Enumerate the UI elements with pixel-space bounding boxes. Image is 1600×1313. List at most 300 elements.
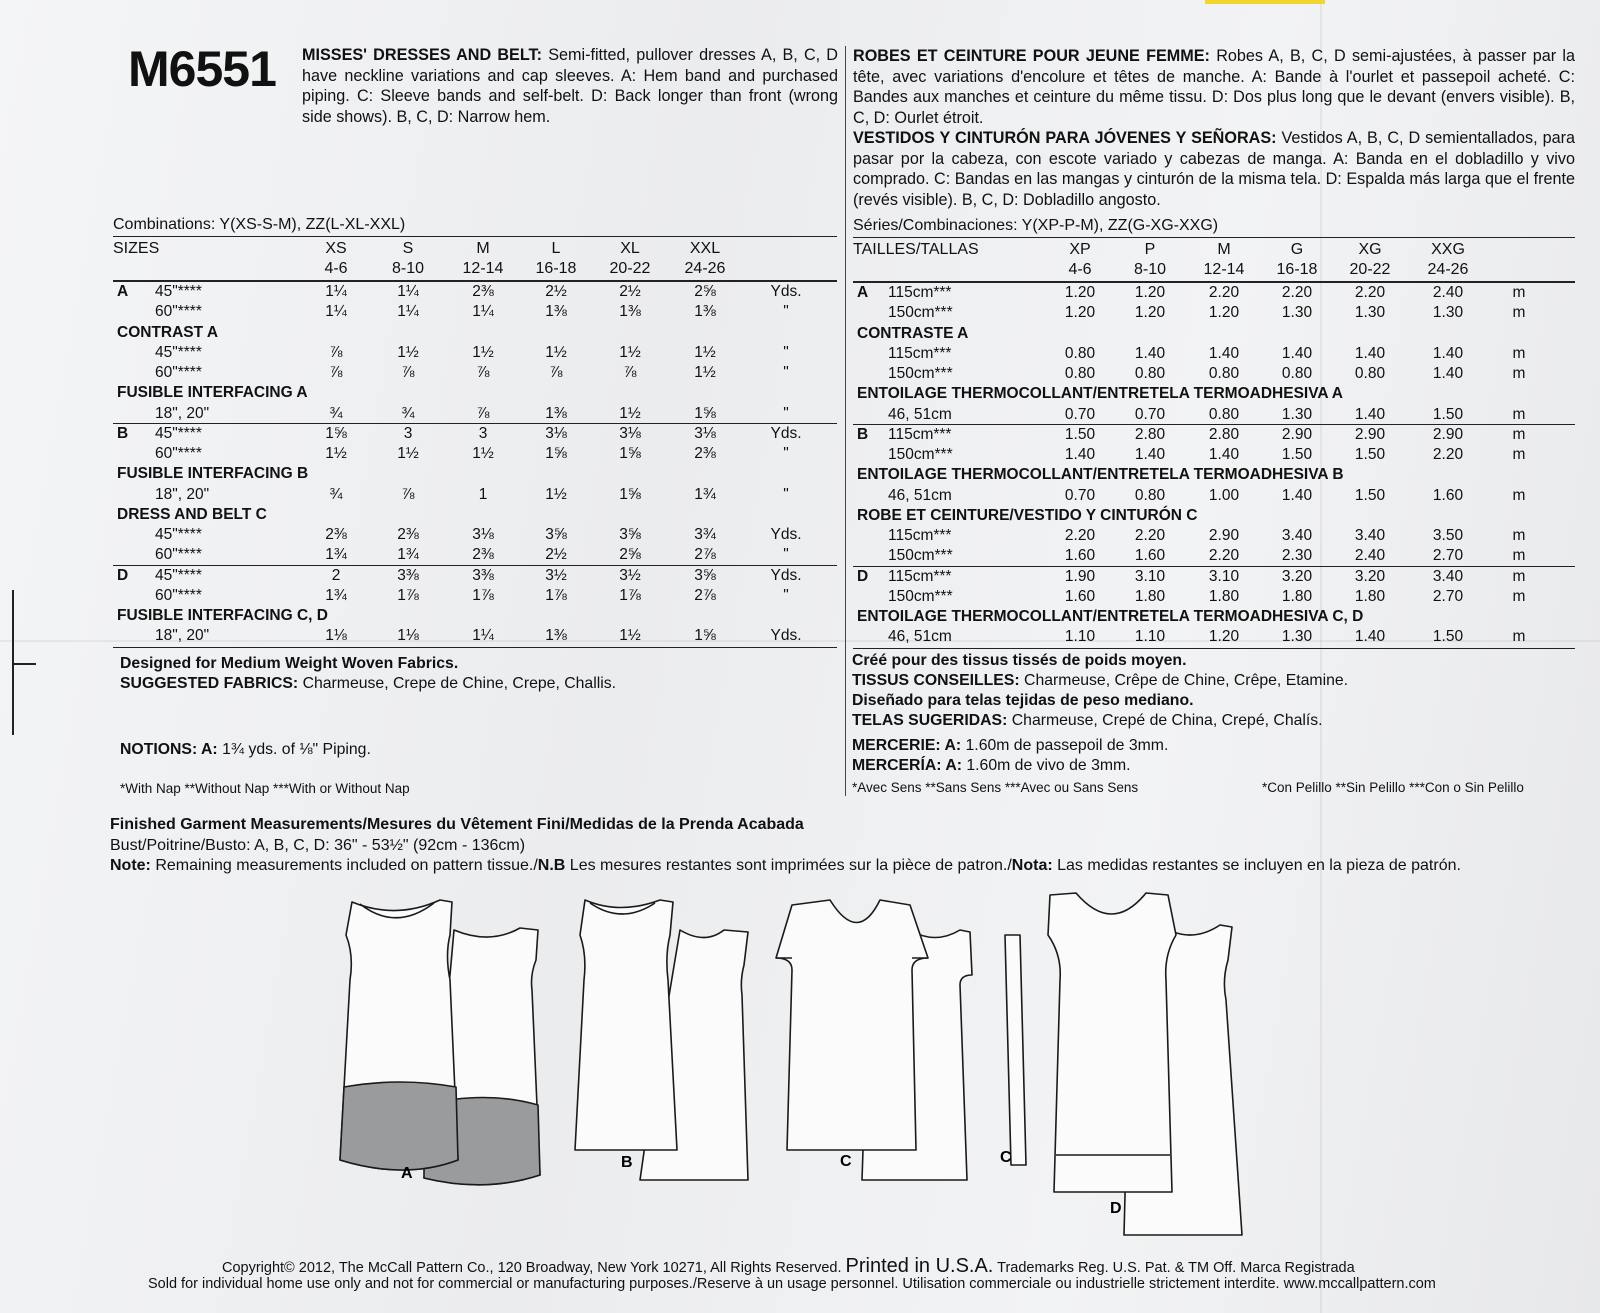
yardage-value: 1.30 [1281,304,1313,322]
yardage-value: 2⅜ [472,283,494,300]
yardage-value: 1.40 [1281,486,1313,504]
yardage-value: 2⅜ [472,546,494,564]
yardage-value: 2½ [545,546,567,564]
yardage-value: 3½ [619,566,641,584]
yardage-value: 1¼ [325,303,347,321]
view-a-front-drawing [340,900,458,1170]
yardage-value: 1.40 [1134,446,1166,463]
row-heading: CONTRAST A [117,323,219,341]
size-letter: M [1217,241,1231,258]
description-es-text: Vestidos A, B, C, D semientallados, para pasar por la cabeza, con escote variado y cabezas de manga. A: Banda en el dobladillo y vivo comprado. C: Bandas en las mangas y cinturón de la misma tela. D: Espalda más larga que el frente (revés visible). B, C, D: Dobladillo angosto. [853,129,1576,209]
copyright-text: Copyright© 2012, The McCall Pattern Co., 120 Broadway, New York 10271, All Rights Reserved. [222,1260,842,1276]
yardage-value: ⅞ [623,364,637,381]
fabric-width: 18", 20" [155,485,210,503]
yardage-value: 1.40 [1208,446,1240,463]
yardage-value: ⅞ [329,364,343,381]
fabric-width: 46, 51cm [888,486,952,504]
printed-text: Printed in U.S.A. [845,1255,994,1277]
fabric-width: 18", 20" [155,404,210,422]
view-letter: B [117,424,129,442]
size-number: 4-6 [1068,261,1092,278]
yardage-value: 1½ [545,343,567,361]
yardage-value: 1.40 [1354,405,1386,423]
notions-es: 1.60m de vivo de 3mm. [966,757,1131,774]
yardage-value: 1¼ [472,303,494,321]
yardage-value: 1⅞ [619,586,641,604]
yardage-value: 2.20 [1208,547,1240,565]
yardage-value: 1.80 [1208,587,1240,605]
unit-label: m [1512,486,1526,504]
row-heading: DRESS AND BELT C [117,505,267,523]
size-letter: L [551,240,561,257]
yardage-value: 2.20 [1432,446,1464,463]
yardage-value: 1.40 [1432,365,1464,382]
yardage-value: 3¾ [694,526,716,543]
yardage-value: ⅞ [329,343,343,361]
row-heading: FUSIBLE INTERFACING C, D [117,607,328,624]
unit-label: " [783,586,789,604]
yardage-value: 1¼ [397,303,419,321]
footer-copyright [222,1255,1355,1278]
size-number: 8-10 [391,260,425,277]
yardage-value: 2.20 [1354,284,1386,301]
unit-label: " [783,303,789,321]
fabric-width: 60"**** [155,546,202,564]
yardage-value: 1⅜ [619,303,641,321]
yardage-value: 3⅜ [397,566,419,584]
nota-text: Las medidas restantes se incluyen en la pieza de patrón. [1057,857,1461,874]
yardage-value: 0.80 [1064,365,1096,382]
yardage-value: 3⅝ [545,526,567,543]
fabric-width: 46, 51cm [888,405,952,423]
designed-text: Designed for Medium Weight Woven Fabrics. [120,655,459,672]
view-label-c-belt: C [1000,1149,1012,1166]
description-fr-text: Robes A, B, C, D semi-ajustées, à passer par la tête, avec variations d'encolure et têtes de manche. A: Bande à l'ourlet et passepoil acheté. C: Bandes aux manches et ceinture du même tissu. D: Dos plus long que le devant (envers visible). B, C, D: Ourlet étroit. [853,47,1575,127]
view-label-a: A [401,1165,413,1182]
yardage-value: 1.40 [1064,446,1096,463]
row-heading: FUSIBLE INTERFACING A [117,384,308,402]
description-en-text: Semi-fitted, pullover dresses A, B, C, D have neckline variations and cap sleeves. A: Hem band and purchased piping. C: Sleeve bands and self-belt. D: Back longer than front (wrong side shows). B, C, D: Narrow hem. [302,46,838,126]
row-heading: ROBE ET CEINTURE/VESTIDO Y CINTURÓN C [857,506,1198,524]
yardage-value: 1½ [325,445,347,462]
size-letter: M [476,240,490,257]
yardage-value: 1.50 [1432,405,1464,423]
size-letter: XP [1069,241,1091,258]
yardage-value: 1.30 [1281,628,1313,646]
yardage-value: ⅞ [476,404,490,422]
yardage-value: 1.40 [1208,344,1240,362]
unit-label: Yds. [770,526,802,543]
row-heading: ENTOILAGE THERMOCOLLANT/ENTRETELA TERMOADHESIVA B [857,466,1344,484]
yardage-value: 2 [331,566,341,584]
yardage-value: 1½ [619,627,641,645]
footer-sold: Sold for individual home use only and not for commercial or manufacturing purposes./Reserve à un usage personnel. Utilisation commerciale ou industrielle strictement interdite. www.mccallpattern.com [148,1276,1436,1292]
unit-label: m [1512,304,1526,322]
unit-label: Yds. [770,566,802,584]
notions-label: NOTIONS: A: [120,741,218,758]
yardage-value: 1⅝ [545,445,567,462]
yardage-value: 2.70 [1432,587,1464,605]
yardage-value: 2.90 [1432,425,1464,443]
yardage-value: 1½ [694,343,716,361]
designed-es: Diseñado para telas tejidas de peso mediano. [852,692,1194,709]
fabric-width: 60"**** [155,586,202,604]
fabric-width: 60"**** [155,364,202,381]
fabric-width: 45"**** [155,424,202,442]
yardage-value: 1¾ [325,546,347,564]
designed-fr: Créé pour des tissus tissés de poids moyen. [852,652,1187,669]
yardage-value: ¾ [329,404,343,422]
yardage-value: 2.20 [1281,284,1313,301]
yardage-value: 1½ [397,343,419,361]
yardage-value: 1.40 [1354,344,1386,362]
yardage-value: 2.90 [1281,425,1313,443]
yardage-value: 3 [403,424,413,442]
fabric-width: 115cm*** [888,344,952,362]
size-letter: XG [1358,241,1382,258]
nap-key-en: *With Nap **Without Nap ***With or Without Nap [120,781,410,796]
yardage-value: 1.80 [1354,587,1386,605]
yardage-value: 2.20 [1064,527,1096,544]
yardage-value: 1⅜ [545,303,567,321]
row-heading: ENTOILAGE THERMOCOLLANT/ENTRETELA TERMOADHESIVA C, D [857,608,1364,625]
yardage-value: 1.60 [1432,486,1464,504]
yardage-value: 0.80 [1134,486,1166,504]
unit-label: Yds. [770,283,802,300]
yardage-value: 0.70 [1064,486,1096,504]
yardage-value: 0.80 [1281,365,1313,382]
yardage-value: 2⅝ [694,283,716,300]
yardage-value: 1⅝ [619,485,641,503]
unit-label: m [1512,628,1526,646]
yardage-value: 2.80 [1134,425,1166,443]
size-number: 16-18 [1276,261,1318,278]
yardage-value: 1½ [545,485,567,503]
unit-label: m [1512,547,1526,565]
yardage-value: 1½ [472,343,494,361]
fabric-width: 45"**** [155,566,202,584]
yardage-value: 1.90 [1064,567,1096,585]
yardage-value: 1.40 [1432,344,1464,362]
size-number: 12-14 [462,260,504,277]
yardage-value: 3.40 [1354,527,1386,544]
size-letter: XXG [1431,241,1465,258]
yardage-value: 1½ [619,404,641,422]
fabric-width: 45"**** [155,343,202,361]
yardage-value: 1.80 [1134,587,1166,605]
view-label-c: C [840,1153,852,1170]
nap-key-es: *Con Pelillo **Sin Pelillo ***Con o Sin Pelillo [1262,780,1524,795]
description-fr-title: ROBES ET CEINTURE POUR JEUNE FEMME: [853,47,1210,65]
combinations-en: Combinations: Y(XS-S-M), ZZ(L-XL-XXL) [113,216,406,233]
view-letter: D [857,567,869,585]
yardage-value: 1.50 [1354,486,1386,504]
fabric-width: 45"**** [155,283,202,300]
yardage-value: 3 [478,424,488,442]
unit-label: " [783,343,789,361]
yardage-value: 1.10 [1134,628,1166,646]
yardage-value: 1.00 [1208,486,1240,504]
yardage-value: 2⅞ [694,546,716,564]
yardage-value: 1⅛ [325,627,347,645]
measurements-bust: Bust/Poitrine/Busto: A, B, C, D: 36" - 53½" (92cm - 136cm) [110,837,526,854]
view-b-drawing [575,900,748,1180]
notions-es-label: MERCERÍA: A: [852,757,962,774]
unit-label: m [1512,344,1526,362]
fabric-width: 115cm*** [888,527,952,544]
unit-label: m [1512,446,1526,463]
measurements-title: Finished Garment Measurements/Mesures du Vêtement Fini/Medidas de la Prenda Acabada [110,816,804,833]
yardage-value: 3½ [545,566,567,584]
yardage-value: 1.50 [1064,425,1096,443]
unit-label: m [1512,405,1526,423]
size-number: 4-6 [324,260,348,277]
yardage-value: ⅞ [549,364,563,381]
yardage-value: 2.70 [1432,547,1464,565]
note-text: Remaining measurements included on pattern tissue./ [155,857,538,874]
yardage-value: ⅞ [401,485,415,503]
yardage-value: 1.60 [1064,587,1096,605]
yardage-value: 1⅜ [694,303,716,321]
nb-label: N.B [537,857,566,874]
yardage-value: 1⅞ [397,586,419,604]
fabric-width: 60"**** [155,445,202,462]
yardage-value: 2.90 [1354,425,1386,443]
unit-label: m [1512,284,1526,301]
belt-c-drawing [1005,935,1026,1165]
yardage-value: 1 [478,485,488,503]
yardage-value: 0.80 [1134,365,1166,382]
suggested-es: Charmeuse, Crepé de China, Crepé, Chalís. [1011,712,1323,729]
fabric-width: 115cm*** [888,567,952,585]
yardage-value: 3⅛ [545,424,567,442]
yardage-value: 2⅞ [694,586,716,604]
pattern-code: M6551 [128,41,276,97]
yardage-value: 1¼ [325,283,347,300]
yardage-value: 1½ [619,343,641,361]
yardage-value: 1.20 [1208,628,1240,646]
yardage-value: 1.40 [1354,628,1386,646]
yardage-value: 1¾ [325,586,347,604]
yardage-value: 3.40 [1432,567,1464,585]
yardage-value: 1.50 [1432,628,1464,646]
size-letter: S [402,240,414,257]
size-number: 16-18 [535,260,577,277]
view-c-drawing [776,900,972,1180]
yardage-value: 1.10 [1064,628,1096,646]
yardage-value: 1.30 [1354,304,1386,322]
yardage-value: 1⅝ [325,424,347,442]
unit-label: Yds. [770,424,802,442]
size-letter: XL [620,240,640,257]
unit-label: " [783,404,789,422]
yardage-value: 2.30 [1281,547,1313,565]
fabric-width: 150cm*** [888,547,953,565]
view-letter: A [857,284,869,301]
fabric-width: 115cm*** [888,284,952,301]
yardage-value: 1⅛ [397,627,419,645]
fabric-width: 150cm*** [888,365,953,382]
size-letter: XS [325,240,347,257]
yardage-value: 3.10 [1134,567,1166,585]
yardage-value: 1.40 [1134,344,1166,362]
yardage-value: 2⅝ [619,546,641,564]
yardage-value: 3.40 [1281,527,1313,544]
yardage-value: 2½ [619,283,641,300]
yardage-value: 2.20 [1208,284,1240,301]
yardage-value: 1.20 [1064,304,1096,322]
yardage-value: 1⅝ [694,404,716,422]
yardage-value: 3⅛ [472,526,494,543]
unit-label: m [1512,587,1526,605]
yardage-value: 3⅜ [472,566,494,584]
yardage-value: 2½ [545,283,567,300]
yardage-value: 1.20 [1134,284,1166,301]
yardage-value: 1¾ [694,485,716,503]
unit-label: " [783,364,789,381]
suggested-es-label: TELAS SUGERIDAS: [852,712,1008,729]
size-number: 20-22 [609,260,651,277]
description-en-title: MISSES' DRESSES AND BELT: [302,46,543,64]
unit-label: m [1512,567,1526,585]
nap-key-fr: *Avec Sens **Sans Sens ***Avec ou Sans Sens [852,780,1139,795]
yardage-value: 1.80 [1281,587,1313,605]
yardage-value: 1½ [472,445,494,462]
unit-label: m [1512,425,1526,443]
row-heading: CONTRASTE A [857,324,969,342]
size-letter: P [1144,241,1156,258]
yardage-value: 0.70 [1134,405,1166,423]
yardage-value: 1.20 [1064,284,1096,301]
yardage-value: 1.40 [1281,344,1313,362]
size-number: 20-22 [1349,261,1391,278]
yardage-value: 3.20 [1354,567,1386,585]
fabric-width: 150cm*** [888,304,953,322]
row-heading: ENTOILAGE THERMOCOLLANT/ENTRETELA TERMOADHESIVA A [857,385,1343,403]
size-letter: G [1290,241,1304,258]
yardage-value: 2.20 [1134,527,1166,544]
nota-label: Nota: [1011,857,1053,874]
yardage-value: 2⅜ [694,445,716,462]
row-heading: FUSIBLE INTERFACING B [117,465,309,483]
suggested-fr: Charmeuse, Crêpe de Chine, Crêpe, Etamine. [1024,672,1349,689]
yardage-value: ¾ [329,485,343,503]
yardage-value: 1¾ [397,546,419,564]
yardage-value: 1.20 [1208,304,1240,322]
size-number: 24-26 [1427,261,1469,278]
yardage-value: 2.80 [1208,425,1240,443]
yardage-value: 3⅛ [619,424,641,442]
sizes-label: TAILLES/TALLAS [853,241,979,258]
yardage-value: 1⅞ [472,586,494,604]
note-label: Note: [110,857,151,874]
view-label-d: D [1110,1200,1122,1217]
suggested-fabrics: Charmeuse, Crepe de Chine, Crepe, Challis. [302,675,617,692]
unit-label: Yds. [770,627,802,645]
trademark-text: Trademarks Reg. U.S. Pat. & TM Off. Marca Registrada [997,1260,1355,1276]
yardage-value: 0.70 [1064,405,1096,423]
yardage-value: 1⅜ [545,627,567,645]
yardage-value: 3.50 [1432,527,1464,544]
yardage-value: 2⅜ [325,526,347,543]
yardage-value: 3.20 [1281,567,1313,585]
yardage-value: 1.50 [1281,446,1313,463]
yardage-value: 1⅝ [694,627,716,645]
fabric-width: 46, 51cm [888,628,952,646]
yardage-value: 1½ [694,364,716,381]
unit-label: " [783,445,789,462]
yardage-value: 1.60 [1064,547,1096,565]
notions-fr: 1.60m de passepoil de 3mm. [965,737,1169,754]
view-letter: A [117,283,129,300]
yardage-value: 0.80 [1208,405,1240,423]
yardage-value: ⅞ [401,364,415,381]
sizes-label: SIZES [113,240,160,257]
yardage-value: 1.50 [1354,446,1386,463]
yardage-value: 1½ [397,445,419,462]
yardage-value: 1.60 [1134,547,1166,565]
notions-text: 1¾ yds. of ⅛" Piping. [222,741,371,758]
yardage-value: 2.40 [1432,284,1464,301]
yardage-value: 1.30 [1432,304,1464,322]
unit-label: m [1512,365,1526,382]
yardage-value: 1¼ [472,627,494,645]
yardage-value: 2.90 [1208,527,1240,544]
yardage-value: 1¼ [397,283,419,300]
nb-text: Les mesures restantes sont imprimées sur la pièce de patron./ [569,857,1012,874]
yardage-value: 3⅛ [694,424,716,442]
description-es-title: VESTIDOS Y CINTURÓN PARA JÓVENES Y SEÑORAS: [853,129,1277,147]
yardage-value: 0.80 [1208,365,1240,382]
view-label-b: B [621,1154,633,1171]
yardage-value: 1⅜ [545,404,567,422]
size-number: 8-10 [1133,261,1167,278]
size-number: 24-26 [684,260,726,277]
notions-fr-label: MERCERIE: A: [852,737,962,754]
yardage-value: 3.10 [1208,567,1240,585]
yardage-value: 0.80 [1354,365,1386,382]
yardage-value: 2⅜ [397,526,419,543]
size-number: 12-14 [1203,261,1245,278]
fabric-width: 60"**** [155,303,202,321]
yardage-value: 1⅝ [619,445,641,462]
suggested-label: SUGGESTED FABRICS: [120,675,299,692]
yardage-value: ⅞ [476,364,490,381]
yardage-value: 1⅞ [545,586,567,604]
fabric-width: 150cm*** [888,587,953,605]
fabric-width: 150cm*** [888,446,953,463]
fabric-width: 115cm*** [888,425,952,443]
yardage-value: 0.80 [1064,344,1096,362]
yardage-value: 1.20 [1134,304,1166,322]
yardage-value: 1.30 [1281,405,1313,423]
combinations-fr: Séries/Combinaciones: Y(XP-P-M), ZZ(G-XG-XXG) [853,217,1219,234]
view-letter: D [117,566,129,584]
yardage-value: ¾ [401,404,415,422]
view-d-front-drawing [1048,893,1176,1192]
view-letter: B [857,425,869,443]
fabric-width: 45"**** [155,526,202,543]
unit-label: " [783,546,789,564]
fabric-width: 18", 20" [155,627,210,645]
suggested-fr-label: TISSUS CONSEILLES: [852,672,1020,689]
yardage-value: 3⅝ [694,566,716,584]
yardage-value: 3⅝ [619,526,641,543]
size-letter: XXL [689,240,721,257]
yardage-value: 2.40 [1354,547,1386,565]
unit-label: " [783,485,789,503]
unit-label: m [1512,527,1526,544]
